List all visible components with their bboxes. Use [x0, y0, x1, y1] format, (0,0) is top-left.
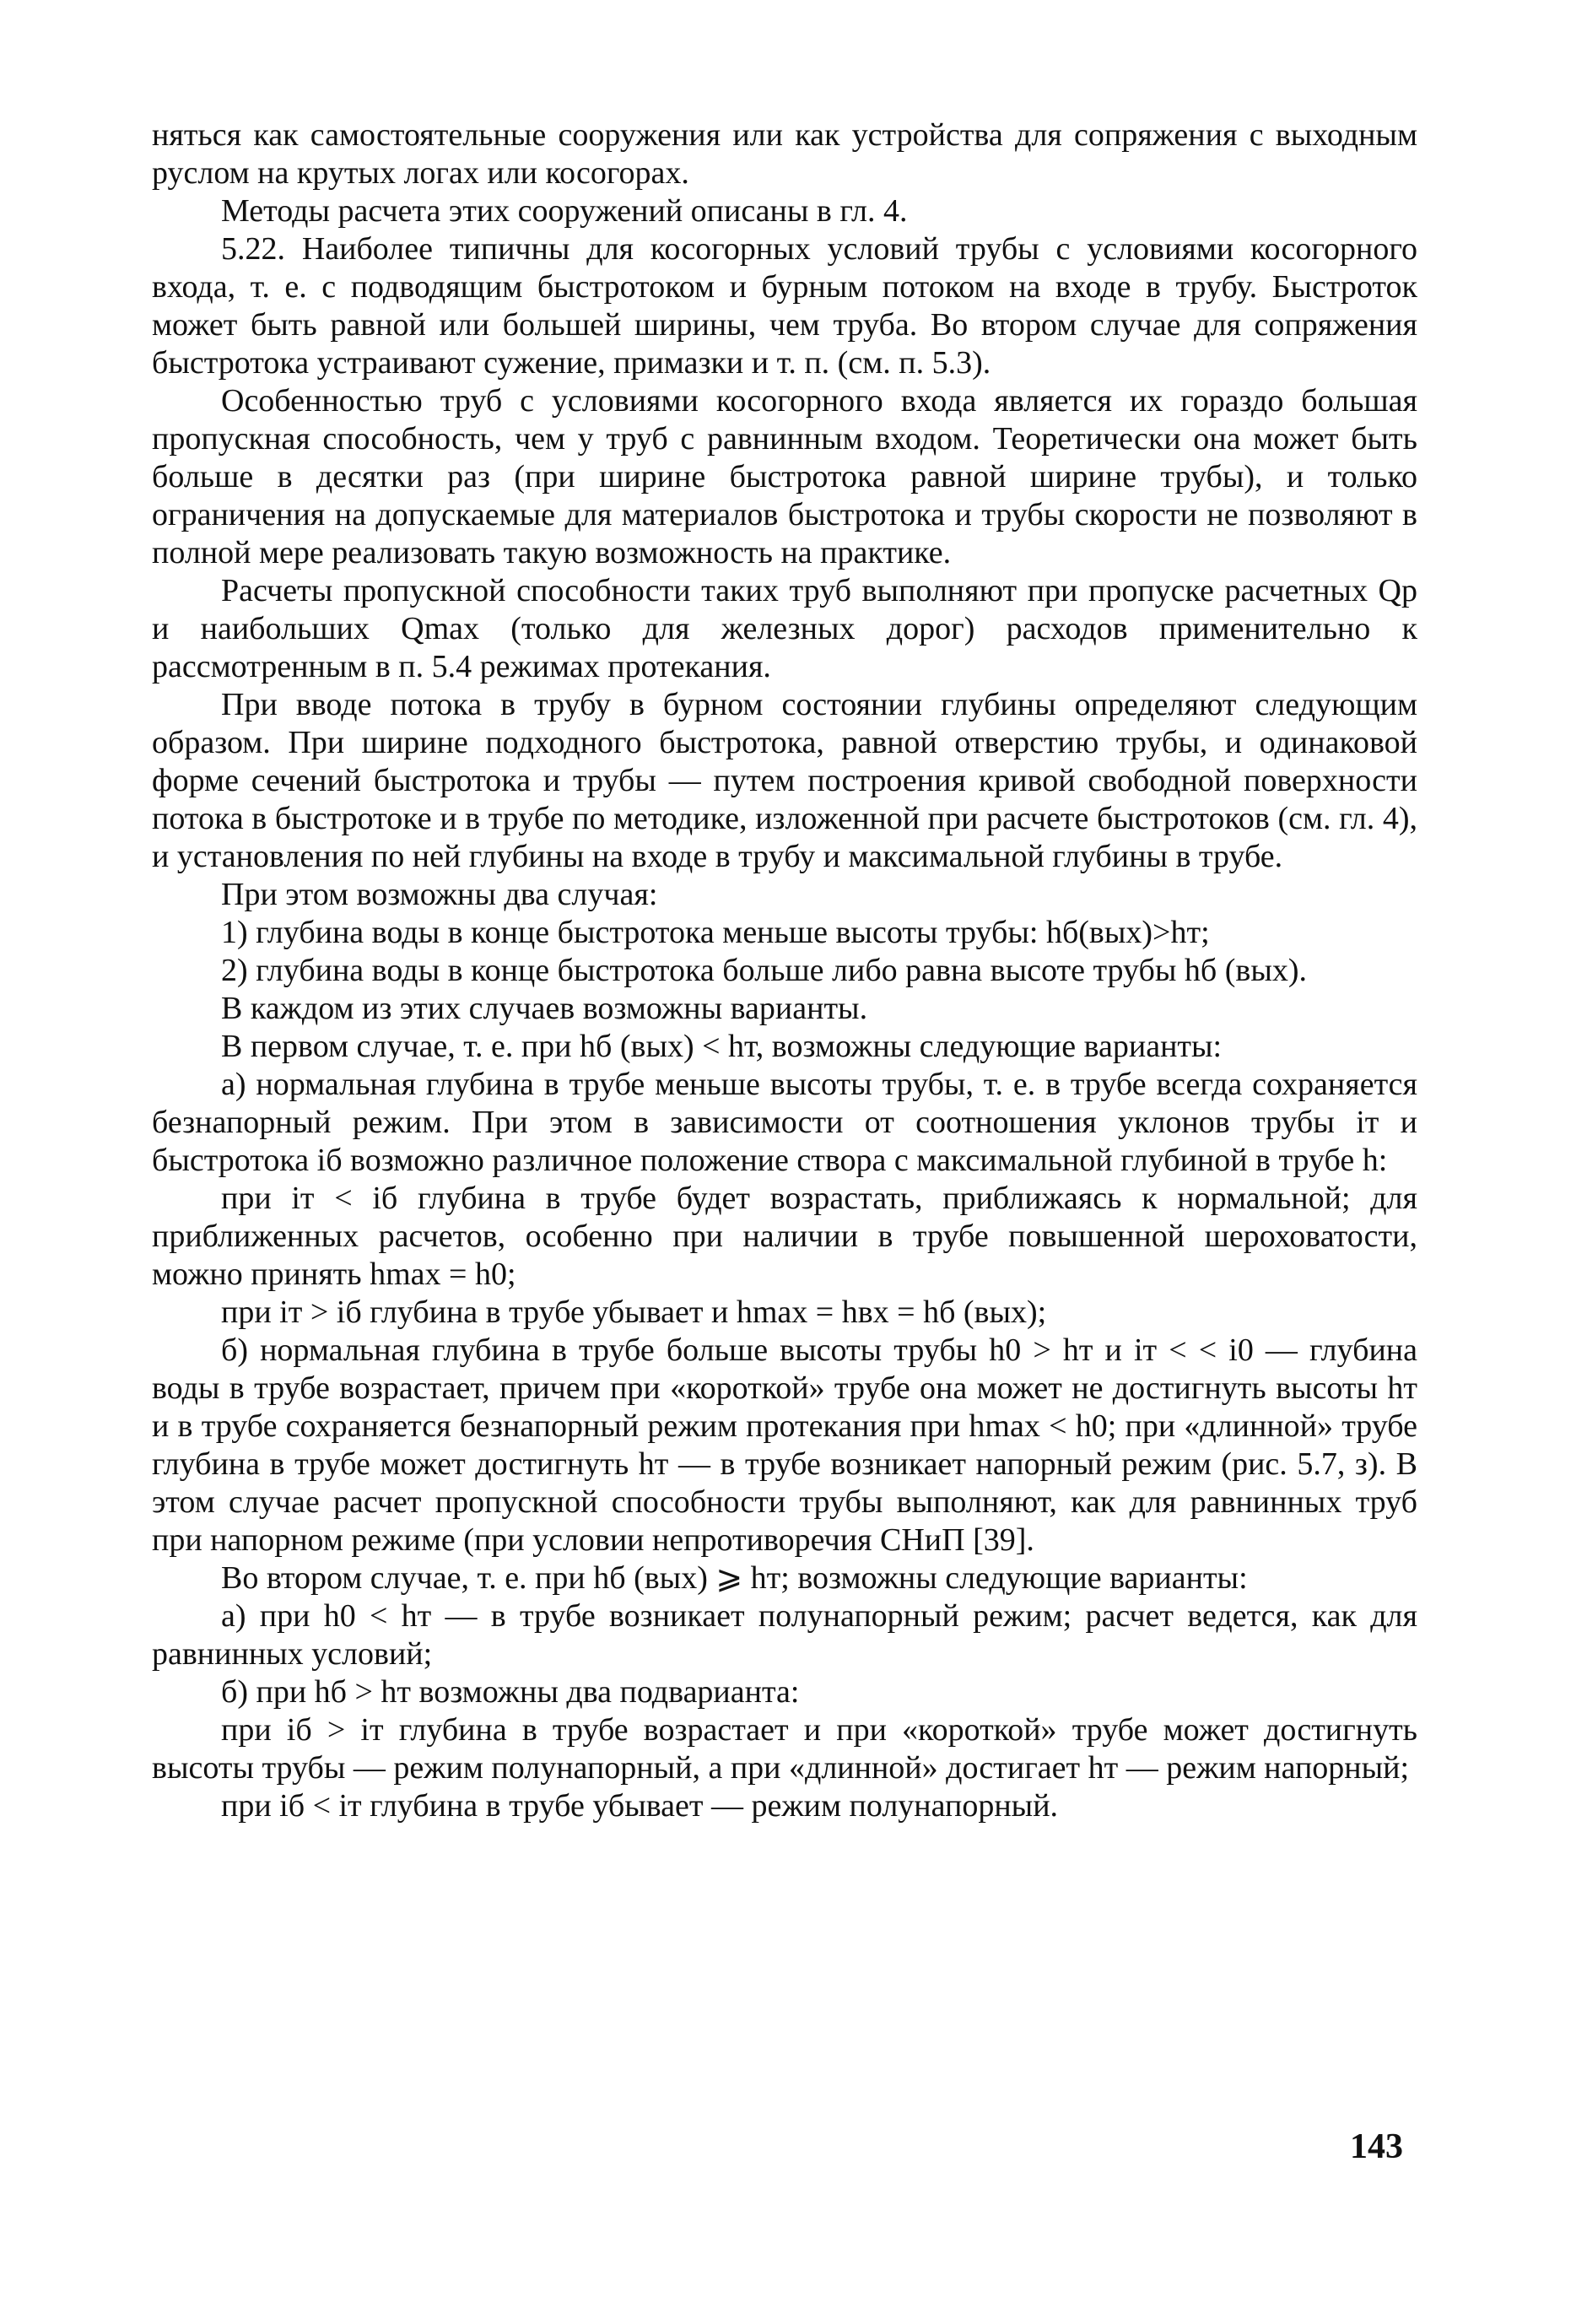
paragraph: Расчеты пропускной способности таких труб выполняют при пропуске расчетных Qр и наибольших Qmax (только для железных дорог) расходов применительно к рассмотренным в п. 5.4 режимах протекания.	[152, 573, 1417, 684]
body-text	[152, 116, 1417, 1825]
paragraph: 2) глубина воды в конце быстротока больше либо равна высоте трубы hб (вых).	[221, 953, 1308, 988]
paragraph: При вводе потока в трубу в бурном состоянии глубины определяют следующим образом. При ширине подходного быстротока, равной отверстию трубы, и одинаковой форме сечений быстротока и трубы — путем построения кривой свободной поверхности потока в быстротоке и в трубе по методике, изложенной при расчете быстротоков (см. гл. 4), и установления по ней глубины на входе в трубу и максимальной глубины в трубе.	[152, 687, 1417, 874]
paragraph: б) нормальная глубина в трубе больше высоты трубы h0 > hт и iт < < i0 — глубина воды в трубе возрастает, причем при «короткой» трубе она может не достигнуть высоты hт и в трубе сохраняется безнапорный режим протекания при hmax < h0; при «длинной» трубе глубина в трубе может достигнуть hт — в трубе возникает напорный режим (рис. 5.7, з). В этом случае расчет пропускной способности трубы выполняют, как для равнинных труб при напорном режиме (при условии непротиворечия СНиП [39].	[152, 1332, 1417, 1558]
paragraph: В первом случае, т. е. при hб (вых) < hт, возможны следующие варианты:	[221, 1029, 1223, 1064]
paragraph: при iт > iб глубина в трубе убывает и hmax = hвх = hб (вых);	[221, 1294, 1047, 1330]
paragraph: б) при hб > hт возможны два подварианта:	[221, 1674, 800, 1710]
paragraph: Во втором случае, т. е. при hб (вых) ⩾ hт; возможны следующие варианты:	[221, 1560, 1248, 1596]
paragraph: при iб > iт глубина в трубе возрастает и при «короткой» трубе может достигнуть высоты трубы — режим полунапорный, а при «длинной» достигает hт — режим напорный;	[152, 1712, 1417, 1786]
paragraph: при iб < iт глубина в трубе убывает — режим полунапорный.	[221, 1788, 1059, 1824]
paragraph: 1) глубина воды в конце быстротока меньше высоты трубы: hб(вых)>hт;	[221, 915, 1210, 950]
paragraph: 5.22. Наиболее типичны для косогорных условий трубы с условиями косогорного входа, т. е. с подводящим быстротоком и бурным потоком на входе в трубу. Быстроток может быть равной или большей ширины, чем труба. Во втором случае для сопряжения быстротока устраивают сужение, примазки и т. п. (см. п. 5.3).	[152, 231, 1417, 381]
page-number: 143	[1350, 2127, 1403, 2166]
paragraph: Особенностью труб с условиями косогорного входа является их гораздо большая пропускная способность, чем у труб с равнинным входом. Теоретически она может быть больше в десятки раз (при ширине быстротока равной ширине трубы), и только ограничения на допускаемые для материалов быстротока и трубы скорости не позволяют в полной мере реализовать такую возможность на практике.	[152, 383, 1417, 570]
paragraph: а) при h0 < hт — в трубе возникает полунапорный режим; расчет ведется, как для равнинных условий;	[152, 1598, 1417, 1672]
paragraph: В каждом из этих случаев возможны варианты.	[221, 991, 868, 1026]
paragraph: няться как самостоятельные сооружения или как устройства для сопряжения с выходным руслом на крутых логах или косогорах.	[152, 117, 1417, 191]
paragraph: при iт < iб глубина в трубе будет возрастать, приближаясь к нормальной; для приближенных расчетов, особенно при наличии в трубе повышенной шероховатости, можно принять hmax = h0;	[152, 1181, 1417, 1292]
paragraph: При этом возможны два случая:	[221, 877, 658, 912]
paragraph: Методы расчета этих сооружений описаны в гл. 4.	[221, 193, 908, 229]
paragraph: а) нормальная глубина в трубе меньше высоты трубы, т. е. в трубе всегда сохраняется безнапорный режим. При этом в зависимости от соотношения уклонов трубы iт и быстротока iб возможно различное положение створа с максимальной глубиной в трубе h:	[152, 1067, 1417, 1178]
